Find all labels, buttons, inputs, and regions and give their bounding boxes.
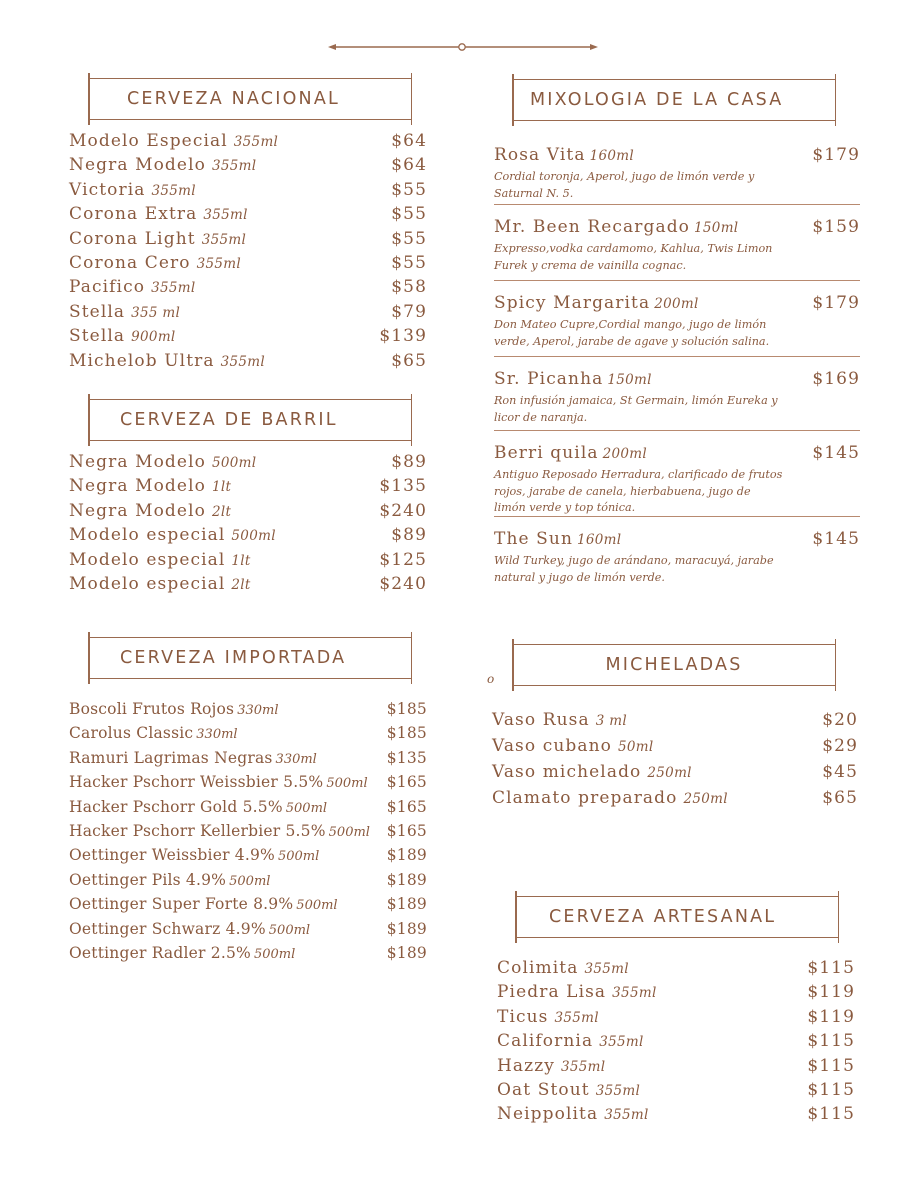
item-price: $55 <box>391 179 427 200</box>
item-size: 355ml <box>203 207 248 224</box>
item-price: $125 <box>379 549 427 570</box>
menu-item-row <box>69 525 427 549</box>
section-title: CERVEZA ARTESANAL <box>549 907 777 927</box>
item-size: 500ml <box>211 455 257 471</box>
cocktail-description: Cordial toronja, Aperol, jugo de limón verde y Saturnal N. 5. <box>494 170 755 200</box>
cocktail-size: 150ml <box>607 372 652 388</box>
item-name <box>69 204 248 224</box>
item-name <box>69 476 231 496</box>
item-name-text: Oat Stout <box>497 1079 590 1100</box>
item-name-text: Stella <box>69 326 126 347</box>
item-size: 500ml <box>253 946 296 962</box>
item-name-text: Modelo especial <box>69 549 226 570</box>
section-header <box>512 644 836 686</box>
menu-item-row <box>69 798 427 822</box>
item-name <box>69 871 270 889</box>
menu-item-row <box>497 1104 855 1128</box>
item-price: $65 <box>391 350 427 371</box>
item-name-text: Modelo especial <box>69 573 226 594</box>
item-size: 250ml <box>683 791 728 807</box>
section-title: MICHELADAS <box>605 655 743 675</box>
menu-item-row <box>492 788 858 814</box>
item-name-text: California <box>497 1031 594 1052</box>
item-size: 3 ml <box>595 713 627 729</box>
menu-item-row <box>492 736 858 762</box>
menu-item-row <box>69 204 427 228</box>
item-size: 500ml <box>296 898 338 914</box>
item-price: $64 <box>391 131 427 151</box>
item-name <box>497 982 657 1002</box>
stray-mark: o <box>487 672 495 686</box>
menu-item-row <box>69 822 427 846</box>
item-size: 355ml <box>201 231 247 248</box>
item-size: 355ml <box>196 255 242 272</box>
cocktail-name: The Sun <box>494 529 573 549</box>
cocktail-name: Mr. Been Recargado <box>494 217 691 237</box>
item-name <box>69 277 195 297</box>
item-name-text: Oettinger Schwarz 4.9% <box>69 919 266 938</box>
item-price: $115 <box>807 958 855 978</box>
section-title: CERVEZA DE BARRIL <box>120 410 338 430</box>
menu-item-row <box>69 920 427 944</box>
menu-item-row <box>497 982 855 1006</box>
item-name-text: Boscoli Frutos Rojos <box>69 700 235 718</box>
item-price: $79 <box>391 301 427 322</box>
item-size: 330ml <box>196 727 238 743</box>
item-price: $119 <box>807 1006 855 1027</box>
item-name <box>69 944 295 962</box>
item-name-text: Victoria <box>69 179 146 200</box>
section-micheladas <box>492 644 858 814</box>
item-name <box>69 131 278 151</box>
cocktail-item <box>494 365 860 431</box>
item-size: 355ml <box>554 1009 599 1026</box>
item-price: $58 <box>391 277 427 298</box>
item-size: 355ml <box>151 280 196 297</box>
item-name-text: Modelo especial <box>69 525 226 546</box>
item-name-text: Piedra Lisa <box>497 982 607 1003</box>
cocktail-price: $179 <box>812 293 860 313</box>
item-name <box>69 920 310 938</box>
item-price: $139 <box>379 326 427 347</box>
item-price: $189 <box>386 943 427 962</box>
menu-item-row <box>69 944 427 968</box>
cocktail-price: $145 <box>812 443 860 463</box>
menu-item-row <box>69 229 427 253</box>
item-price: $165 <box>386 797 427 816</box>
item-price: $189 <box>386 919 427 938</box>
item-price: $135 <box>379 476 427 497</box>
item-name-text: Vaso cubano <box>492 736 612 756</box>
item-price: $20 <box>822 710 858 730</box>
item-size: 500ml <box>328 824 370 840</box>
item-name-text: Negra Modelo <box>69 476 206 497</box>
item-name-text: Carolus Classic <box>69 724 194 743</box>
cocktail-item <box>494 145 860 205</box>
item-name <box>69 550 251 570</box>
item-name-text: Corona Extra <box>69 204 198 225</box>
item-name <box>497 1031 644 1051</box>
cocktail-description: Ron infusión jamaica, St Germain, limón Eureka y licor de naranja. <box>494 394 778 424</box>
item-size: 355ml <box>612 985 657 1002</box>
section-header <box>88 399 412 441</box>
section-header <box>88 78 412 120</box>
menu-item-row <box>69 277 427 301</box>
cocktail-title-row <box>494 145 860 169</box>
item-size: 500ml <box>268 922 311 938</box>
item-name <box>69 452 256 472</box>
menu-item-row <box>497 1056 855 1080</box>
item-name-text: Oettinger Pils 4.9% <box>69 870 227 889</box>
cocktail-name: Berri quila <box>494 443 599 463</box>
item-name <box>69 501 231 521</box>
menu-item-row <box>497 1031 855 1055</box>
menu-item-row <box>69 724 427 748</box>
item-size: 50ml <box>618 739 654 755</box>
item-size: 355ml <box>604 1107 649 1124</box>
item-size: 500ml <box>229 873 271 889</box>
item-name-text: Hacker Pschorr Weissbier 5.5% <box>69 773 324 792</box>
item-name <box>69 326 176 346</box>
cocktail-name: Rosa Vita <box>494 145 586 165</box>
item-size: 250ml <box>647 765 692 781</box>
item-name <box>69 351 265 371</box>
item-size: 355ml <box>560 1058 606 1075</box>
cocktail-price: $145 <box>812 529 860 549</box>
item-price: $55 <box>391 252 427 273</box>
cocktail-size: 200ml <box>654 296 699 312</box>
item-name-text: Corona Cero <box>69 252 191 273</box>
item-name-text: Vaso Rusa <box>492 710 590 730</box>
item-price: $185 <box>386 700 427 718</box>
menu-item-row <box>69 326 427 350</box>
item-name <box>69 846 319 864</box>
cocktail-description: Expresso,vodka cardamomo, Kahlua, Twis Limon Furek y crema de vainilla cognac. <box>494 242 773 272</box>
item-price: $165 <box>386 821 427 840</box>
item-name-text: Pacifico <box>69 277 146 298</box>
item-name <box>497 1007 599 1027</box>
cocktail-size: 200ml <box>602 446 647 462</box>
cocktail-item <box>494 439 860 517</box>
menu-item-row <box>69 302 427 326</box>
item-name-text: Oettinger Radler 2.5% <box>69 943 251 962</box>
cocktail-size: 150ml <box>694 220 739 236</box>
item-name-text: Ramuri Lagrimas Negras <box>69 748 273 767</box>
item-name <box>69 895 338 913</box>
menu-item-row <box>69 550 427 574</box>
item-name <box>69 253 241 273</box>
item-size: 500ml <box>231 528 276 545</box>
item-name <box>497 1104 649 1124</box>
cocktail-description: Antiguo Reposado Herradura, clarificado de frutos rojos, jarabe de canela, hierbabuena, jugo de limón verde y top tónica. <box>494 468 783 514</box>
cocktail-title-row <box>494 217 860 241</box>
item-size: 330ml <box>237 703 279 718</box>
item-name-text: Hazzy <box>497 1055 555 1076</box>
cocktail-size: 160ml <box>577 532 622 548</box>
item-price: $115 <box>807 1031 855 1052</box>
item-name-text: Clamato preparado <box>492 788 678 808</box>
menu-item-row <box>69 351 427 375</box>
menu-item-row <box>69 773 427 797</box>
item-list <box>69 700 427 968</box>
item-name-text: Negra Modelo <box>69 155 206 176</box>
section-cerveza-artesanal <box>497 896 855 1129</box>
item-price: $65 <box>822 788 858 808</box>
item-size: 355ml <box>220 353 265 370</box>
menu-item-row <box>69 476 427 500</box>
menu-item-row <box>69 749 427 773</box>
item-size: 355ml <box>151 182 196 199</box>
item-name <box>69 229 246 249</box>
item-name-text: Vaso michelado <box>492 762 642 782</box>
item-name-text: Neippolita <box>497 1104 599 1125</box>
cocktail-name: Sr. Picanha <box>494 369 604 389</box>
menu-item-row <box>69 895 427 919</box>
item-price: $185 <box>386 724 427 743</box>
section-header <box>512 79 836 121</box>
item-price: $189 <box>386 870 427 889</box>
menu-item-row <box>69 501 427 525</box>
item-name <box>497 1080 640 1100</box>
item-name <box>69 574 251 594</box>
cocktail-title-row <box>494 369 860 393</box>
section-header <box>88 637 412 679</box>
item-name <box>492 788 728 808</box>
item-name <box>69 525 276 545</box>
item-name-text: Colimita <box>497 958 579 978</box>
item-price: $55 <box>391 204 427 225</box>
item-name-text: Negra Modelo <box>69 500 206 521</box>
item-name-text: Ticus <box>497 1006 549 1027</box>
cocktail-item <box>494 213 860 281</box>
menu-item-row <box>69 846 427 870</box>
cocktail-list <box>494 145 860 585</box>
item-price: $45 <box>822 762 858 782</box>
item-price: $64 <box>391 155 427 176</box>
item-price: $115 <box>807 1055 855 1076</box>
cocktail-title-row <box>494 293 860 317</box>
item-name <box>69 700 279 718</box>
item-size: 355ml <box>599 1034 644 1051</box>
item-list <box>69 452 427 598</box>
item-name <box>492 762 692 782</box>
cocktail-price: $169 <box>812 369 860 389</box>
menu-item-row <box>69 574 427 598</box>
cocktail-item <box>494 525 860 585</box>
item-price: $55 <box>391 228 427 249</box>
cocktail-description: Wild Turkey, jugo de arándano, maracuyá, jarabe natural y jugo de limón verde. <box>494 554 774 584</box>
cocktail-title-row <box>494 443 860 467</box>
section-cerveza-nacional <box>69 78 427 375</box>
menu-item-row <box>69 131 427 155</box>
section-mixologia-de-la-casa <box>494 79 860 593</box>
section-header <box>515 896 839 938</box>
item-name <box>69 302 180 322</box>
menu-item-row <box>69 452 427 476</box>
item-name-text: Oettinger Super Forte 8.9% <box>69 895 294 914</box>
item-name-text: Modelo Especial <box>69 131 228 151</box>
item-name <box>69 180 196 200</box>
item-name <box>69 798 327 816</box>
menu-item-row <box>69 180 427 204</box>
item-name <box>497 958 629 978</box>
item-size: 355ml <box>211 158 257 175</box>
item-size: 500ml <box>326 776 368 792</box>
item-name-text: Oettinger Weissbier 4.9% <box>69 846 275 865</box>
item-name <box>69 773 368 791</box>
item-price: $135 <box>386 748 427 767</box>
item-price: $89 <box>391 452 427 472</box>
item-list <box>497 958 855 1129</box>
menu-item-row <box>69 155 427 179</box>
item-size: 355 ml <box>131 304 181 321</box>
item-name-text: Stella <box>69 301 126 322</box>
menu-item-row <box>497 958 855 982</box>
item-size: 2lt <box>211 503 232 520</box>
item-price: $240 <box>379 573 427 594</box>
cocktail-price: $159 <box>812 217 860 237</box>
item-size: 355ml <box>584 961 629 977</box>
item-size: 500ml <box>277 849 320 865</box>
item-size: 355ml <box>595 1082 641 1099</box>
item-price: $189 <box>386 846 427 865</box>
cocktail-price: $179 <box>812 145 860 165</box>
cocktail-name: Spicy Margarita <box>494 293 651 313</box>
item-size: 355ml <box>233 134 279 150</box>
menu-item-row <box>69 700 427 724</box>
item-name-text: Michelob Ultra <box>69 350 215 371</box>
item-name-text: Negra Modelo <box>69 452 206 472</box>
menu-item-row <box>69 253 427 277</box>
item-size: 330ml <box>275 751 317 767</box>
item-price: $115 <box>807 1104 855 1125</box>
item-size: 500ml <box>285 800 328 816</box>
cocktail-title-row <box>494 529 860 553</box>
item-price: $165 <box>386 773 427 792</box>
menu-item-row <box>69 871 427 895</box>
section-title: CERVEZA NACIONAL <box>127 89 340 109</box>
section-title: MIXOLOGIA DE LA CASA <box>530 90 784 110</box>
section-title: CERVEZA IMPORTADA <box>120 648 347 668</box>
cocktail-item <box>494 289 860 357</box>
item-size: 2lt <box>231 576 251 593</box>
item-name-text: Hacker Pschorr Gold 5.5% <box>69 797 283 816</box>
menu-item-row <box>497 1007 855 1031</box>
item-list <box>69 131 427 375</box>
section-cerveza-importada <box>69 637 427 968</box>
item-size: 900ml <box>131 329 176 346</box>
ornament-divider <box>328 40 598 54</box>
cocktail-description: Don Mateo Cupre,Cordial mango, jugo de limón verde, Aperol, jarabe de agave y solución salina. <box>494 318 770 348</box>
item-size: 1lt <box>231 552 251 569</box>
menu-item-row <box>492 710 858 736</box>
item-name-text: Hacker Pschorr Kellerbier 5.5% <box>69 821 326 840</box>
item-name <box>497 1056 605 1076</box>
item-name <box>492 736 654 756</box>
section-cerveza-de-barril <box>69 399 427 598</box>
item-name <box>69 822 370 840</box>
item-size: 1lt <box>211 479 232 496</box>
item-name <box>69 724 238 742</box>
menu-item-row <box>492 762 858 788</box>
item-price: $119 <box>807 982 855 1003</box>
cocktail-size: 160ml <box>589 148 634 164</box>
item-name <box>69 749 317 767</box>
item-name <box>69 155 256 175</box>
item-price: $189 <box>386 895 427 914</box>
item-price: $115 <box>807 1079 855 1100</box>
item-price: $240 <box>379 500 427 521</box>
item-name-text: Corona Light <box>69 228 196 249</box>
item-price: $89 <box>391 525 427 546</box>
item-list <box>492 710 858 814</box>
item-price: $29 <box>822 736 858 756</box>
menu-item-row <box>497 1080 855 1104</box>
item-name <box>492 710 627 730</box>
